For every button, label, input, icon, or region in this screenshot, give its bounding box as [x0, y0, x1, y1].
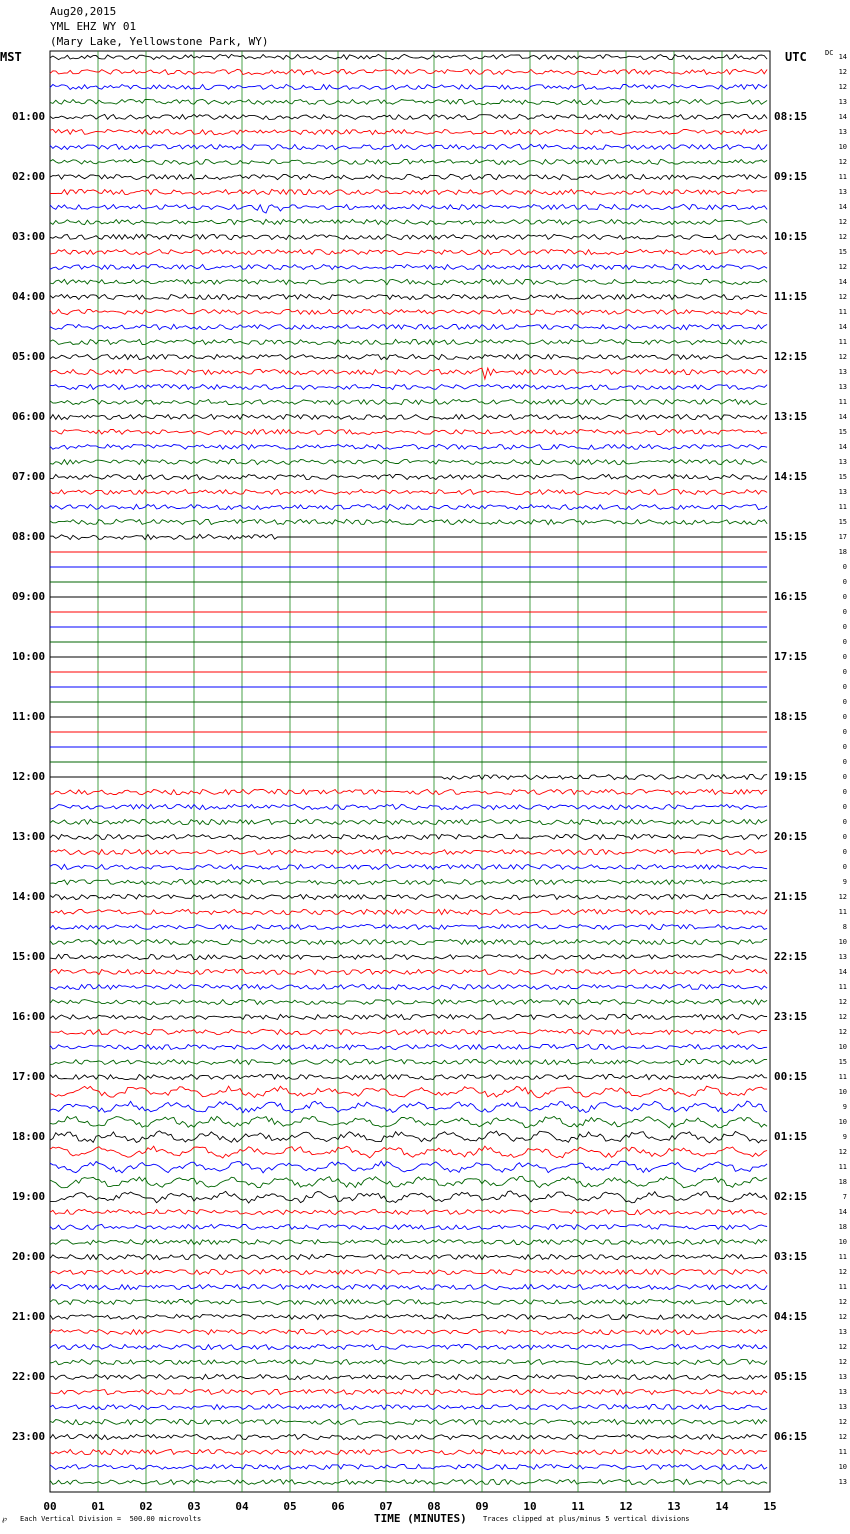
- right-time-label: 06:15: [774, 1430, 808, 1443]
- dc-offset-value: 0: [842, 563, 847, 571]
- dc-offset-value: 12: [838, 1013, 847, 1021]
- dc-offset-value: 13: [838, 98, 847, 106]
- right-time-label: 18:15: [774, 710, 808, 723]
- trace-line-66: [50, 1044, 767, 1049]
- trace-line-2: [50, 84, 767, 89]
- left-time-label: 10:00: [12, 650, 46, 663]
- dc-offset-value: 14: [838, 1208, 847, 1216]
- dc-offset-value: 0: [842, 863, 847, 871]
- dc-offset-value: 13: [838, 368, 847, 376]
- trace-line-78: [50, 1224, 767, 1229]
- trace-line-83: [50, 1299, 767, 1304]
- right-time-label: 09:15: [774, 170, 808, 183]
- dc-offset-value: 0: [842, 668, 847, 676]
- dc-offset-value: 12: [838, 293, 847, 301]
- right-time-label: 23:15: [774, 1010, 808, 1023]
- trace-line-9: [50, 189, 767, 194]
- clipping-note: Traces clipped at plus/minus 5 vertical divisions: [483, 1515, 690, 1523]
- right-time-label: 11:15: [774, 290, 808, 303]
- left-time-label: 21:00: [12, 1310, 46, 1323]
- x-tick-label: 06: [331, 1500, 345, 1513]
- trace-line-55: [50, 879, 767, 884]
- left-time-label: 05:00: [12, 350, 46, 363]
- dc-offset-value: 10: [838, 143, 847, 151]
- dc-offset-value: 0: [842, 848, 847, 856]
- right-time-label: 22:15: [774, 950, 808, 963]
- x-tick-label: 15: [763, 1500, 777, 1513]
- dc-offset-value: 18: [838, 548, 847, 556]
- x-tick-label: 03: [187, 1500, 201, 1513]
- x-tick-label: 11: [571, 1500, 585, 1513]
- station-location: (Mary Lake, Yellowstone Park, WY): [50, 35, 269, 48]
- left-time-label: 04:00: [12, 290, 46, 303]
- dc-offset-value: 12: [838, 1313, 847, 1321]
- dc-offset-value: 11: [838, 908, 847, 916]
- trace-line-50: [50, 804, 767, 809]
- x-tick-label: 04: [235, 1500, 249, 1513]
- dc-offset-value: 10: [838, 1238, 847, 1246]
- trace-line-89: [50, 1389, 767, 1394]
- left-time-label: 18:00: [12, 1130, 46, 1143]
- trace-line-93: [50, 1449, 767, 1454]
- left-time-label: 17:00: [12, 1070, 46, 1083]
- left-time-label: 08:00: [12, 530, 46, 543]
- dc-offset-value: 10: [838, 1043, 847, 1051]
- dc-offset-value: 0: [842, 698, 847, 706]
- left-time-label: 03:00: [12, 230, 46, 243]
- trace-line-7: [50, 159, 767, 164]
- trace-line-69: [50, 1086, 767, 1098]
- dc-offset-value: 11: [838, 983, 847, 991]
- trace-line-10: [50, 204, 767, 213]
- trace-line-56: [50, 894, 767, 899]
- division-scale-note: Each Vertical Division = 500.00 microvolts: [20, 1515, 202, 1523]
- dc-offset-value: 11: [838, 338, 847, 346]
- left-time-label: 09:00: [12, 590, 46, 603]
- right-time-label: 14:15: [774, 470, 808, 483]
- dc-offset-value: 15: [838, 1058, 847, 1066]
- trace-line-58: [50, 924, 767, 929]
- trace-line-62: [50, 984, 767, 989]
- trace-line-32: [50, 534, 767, 539]
- trace-line-15: [50, 279, 767, 284]
- dc-offset-value: 0: [842, 713, 847, 721]
- dc-offset-value: 10: [838, 1088, 847, 1096]
- right-time-label: 08:15: [774, 110, 808, 123]
- dc-offset-value: 11: [838, 1448, 847, 1456]
- dc-offset-value: 0: [842, 743, 847, 751]
- trace-line-17: [50, 309, 767, 314]
- trace-line-25: [50, 429, 767, 434]
- right-time-label: 17:15: [774, 650, 808, 663]
- dc-offset-value: 14: [838, 203, 847, 211]
- trace-line-61: [50, 969, 767, 974]
- left-time-label: 20:00: [12, 1250, 46, 1263]
- dc-offset-value: 0: [842, 638, 847, 646]
- left-time-label: 22:00: [12, 1370, 46, 1383]
- dc-offset-value: 0: [842, 803, 847, 811]
- trace-line-19: [50, 339, 767, 344]
- dc-offset-value: 0: [842, 683, 847, 691]
- trace-line-3: [50, 99, 767, 104]
- trace-line-86: [50, 1344, 767, 1349]
- dc-offset-value: 13: [838, 488, 847, 496]
- trace-line-71: [50, 1116, 767, 1128]
- dc-offset-value: 14: [838, 968, 847, 976]
- trace-line-13: [50, 249, 767, 254]
- dc-offset-value: 0: [842, 833, 847, 841]
- dc-offset-value: 9: [842, 878, 847, 886]
- trace-line-51: [50, 819, 767, 824]
- trace-line-73: [50, 1146, 767, 1158]
- dc-offset-value: 14: [838, 113, 847, 121]
- right-time-label: 13:15: [774, 410, 808, 423]
- dc-offset-value: 0: [842, 593, 847, 601]
- trace-line-5: [50, 129, 767, 134]
- dc-offset-value: 17: [838, 533, 847, 541]
- footer-mark: ℘: [2, 1515, 7, 1523]
- left-time-label: 19:00: [12, 1190, 46, 1203]
- dc-offset-value: 10: [838, 938, 847, 946]
- dc-offset-value: 12: [838, 1028, 847, 1036]
- left-timezone-label: MST: [0, 50, 22, 64]
- dc-offset-value: 10: [838, 1463, 847, 1471]
- dc-offset-value: 12: [838, 1148, 847, 1156]
- dc-offset-value: 13: [838, 188, 847, 196]
- trace-line-87: [50, 1360, 767, 1365]
- dc-offset-value: 11: [838, 1283, 847, 1291]
- x-tick-label: 09: [475, 1500, 489, 1513]
- trace-line-28: [50, 474, 767, 479]
- left-time-label: 15:00: [12, 950, 46, 963]
- dc-offset-value: 11: [838, 503, 847, 511]
- right-timezone-label: UTC: [785, 50, 807, 64]
- left-time-label: 16:00: [12, 1010, 46, 1023]
- x-tick-label: 10: [523, 1500, 537, 1513]
- left-time-label: 06:00: [12, 410, 46, 423]
- plot-date: Aug20,2015: [50, 5, 117, 18]
- trace-line-20: [50, 354, 767, 359]
- trace-line-60: [50, 954, 767, 959]
- dc-offset-value: 12: [838, 353, 847, 361]
- trace-line-88: [50, 1374, 767, 1379]
- dc-offset-value: 13: [838, 458, 847, 466]
- trace-line-54: [50, 864, 767, 869]
- dc-offset-value: 11: [838, 1163, 847, 1171]
- dc-offset-value: 12: [838, 83, 847, 91]
- trace-line-12: [50, 234, 767, 239]
- trace-line-6: [50, 144, 767, 149]
- left-time-label: 02:00: [12, 170, 46, 183]
- dc-offset-value: 0: [842, 758, 847, 766]
- dc-offset-value: 11: [838, 308, 847, 316]
- right-time-label: 19:15: [774, 770, 808, 783]
- trace-line-75: [50, 1176, 767, 1187]
- trace-line-91: [50, 1419, 767, 1424]
- x-tick-label: 05: [283, 1500, 297, 1513]
- trace-line-80: [50, 1255, 767, 1260]
- dc-offset-value: 12: [838, 233, 847, 241]
- dc-offset-value: 13: [838, 383, 847, 391]
- trace-line-4: [50, 114, 767, 119]
- dc-offset-value: 0: [842, 653, 847, 661]
- dc-offset-value: 9: [842, 1133, 847, 1141]
- dc-offset-value: 13: [838, 1388, 847, 1396]
- trace-line-77: [50, 1209, 767, 1214]
- trace-line-70: [50, 1101, 767, 1113]
- dc-offset-value: 14: [838, 278, 847, 286]
- trace-line-29: [50, 490, 767, 495]
- dc-offset-value: 12: [838, 263, 847, 271]
- dc-offset-value: 8: [842, 923, 847, 931]
- x-axis-title: TIME (MINUTES): [374, 1512, 467, 1525]
- right-time-label: 01:15: [774, 1130, 808, 1143]
- dc-offset-value: 15: [838, 428, 847, 436]
- right-time-label: 00:15: [774, 1070, 808, 1083]
- dc-offset-value: 13: [838, 953, 847, 961]
- trace-line-53: [50, 849, 767, 854]
- trace-line-84: [50, 1314, 767, 1319]
- left-time-label: 01:00: [12, 110, 46, 123]
- dc-offset-value: 0: [842, 608, 847, 616]
- trace-line-57: [50, 909, 767, 914]
- x-tick-label: 12: [619, 1500, 633, 1513]
- dc-offset-value: 13: [838, 1373, 847, 1381]
- dc-offset-value: 13: [838, 1478, 847, 1486]
- right-time-label: 03:15: [774, 1250, 808, 1263]
- dc-offset-value: 12: [838, 1343, 847, 1351]
- trace-line-1: [50, 69, 767, 74]
- dc-offset-value: 11: [838, 173, 847, 181]
- trace-line-65: [50, 1029, 767, 1034]
- dc-offset-value: 15: [838, 518, 847, 526]
- right-time-label: 16:15: [774, 590, 808, 603]
- trace-line-95: [50, 1479, 767, 1484]
- left-time-label: 11:00: [12, 710, 46, 723]
- trace-line-31: [50, 519, 767, 524]
- trace-line-14: [50, 265, 767, 270]
- trace-line-49: [50, 789, 767, 794]
- left-time-label: 13:00: [12, 830, 46, 843]
- trace-line-79: [50, 1239, 767, 1244]
- trace-line-30: [50, 504, 767, 509]
- right-time-label: 21:15: [774, 890, 808, 903]
- right-time-label: 02:15: [774, 1190, 808, 1203]
- x-tick-label: 02: [139, 1500, 153, 1513]
- trace-line-11: [50, 219, 767, 224]
- right-time-label: 20:15: [774, 830, 808, 843]
- dc-offset-value: 12: [838, 158, 847, 166]
- left-time-label: 07:00: [12, 470, 46, 483]
- dc-offset-value: 18: [838, 1223, 847, 1231]
- right-time-label: 12:15: [774, 350, 808, 363]
- trace-line-23: [50, 399, 767, 404]
- x-tick-label: 07: [379, 1500, 393, 1513]
- dc-offset-value: 13: [838, 1403, 847, 1411]
- right-time-label: 10:15: [774, 230, 808, 243]
- dc-offset-value: 12: [838, 893, 847, 901]
- dc-offset-value: 11: [838, 1073, 847, 1081]
- dc-offset-value: 13: [838, 1328, 847, 1336]
- x-tick-label: 08: [427, 1500, 441, 1513]
- dc-offset-value: 14: [838, 443, 847, 451]
- trace-line-90: [50, 1404, 767, 1409]
- dc-offset-value: 7: [842, 1193, 847, 1201]
- dc-offset-value: 12: [838, 1298, 847, 1306]
- trace-line-22: [50, 384, 767, 389]
- trace-line-64: [50, 1014, 767, 1019]
- trace-line-27: [50, 460, 767, 465]
- trace-line-26: [50, 444, 767, 449]
- left-time-label: 23:00: [12, 1430, 46, 1443]
- trace-line-59: [50, 939, 767, 944]
- x-tick-label: 00: [43, 1500, 57, 1513]
- trace-line-74: [50, 1161, 767, 1173]
- trace-line-16: [50, 294, 767, 299]
- dc-offset-value: 0: [842, 773, 847, 781]
- left-time-label: 14:00: [12, 890, 46, 903]
- dc-offset-value: 12: [838, 1358, 847, 1366]
- trace-line-76: [50, 1191, 767, 1203]
- dc-offset-value: 11: [838, 398, 847, 406]
- dc-offset-value: 15: [838, 248, 847, 256]
- dc-offset-value: 10: [838, 1118, 847, 1126]
- dc-offset-value: 0: [842, 623, 847, 631]
- trace-line-82: [50, 1284, 767, 1289]
- dc-offset-value: 0: [842, 578, 847, 586]
- trace-line-18: [50, 324, 767, 329]
- trace-line-52: [50, 834, 767, 839]
- dc-offset-value: 14: [838, 413, 847, 421]
- trace-line-63: [50, 999, 767, 1004]
- x-tick-label: 14: [715, 1500, 729, 1513]
- dc-offset-value: 12: [838, 1418, 847, 1426]
- trace-line-67: [50, 1059, 767, 1064]
- dc-offset-value: 13: [838, 128, 847, 136]
- dc-offset-value: 18: [838, 1178, 847, 1186]
- dc-offset-value: 11: [838, 1253, 847, 1261]
- dc-offset-value: 12: [838, 998, 847, 1006]
- right-time-label: 05:15: [774, 1370, 808, 1383]
- right-time-label: 15:15: [774, 530, 808, 543]
- dc-offset-value: 14: [838, 53, 847, 61]
- dc-offset-value: 9: [842, 1103, 847, 1111]
- x-tick-label: 01: [91, 1500, 105, 1513]
- dc-offset-value: 12: [838, 68, 847, 76]
- dc-offset-value: 0: [842, 818, 847, 826]
- dc-offset-value: 0: [842, 728, 847, 736]
- dc-column-label: DC: [825, 49, 834, 57]
- trace-line-72: [50, 1131, 767, 1143]
- left-time-label: 12:00: [12, 770, 46, 783]
- trace-line-81: [50, 1269, 767, 1274]
- x-tick-label: 13: [667, 1500, 681, 1513]
- trace-line-48: [50, 775, 767, 780]
- dc-offset-value: 12: [838, 218, 847, 226]
- trace-line-0: [50, 54, 767, 59]
- trace-line-92: [50, 1434, 767, 1439]
- dc-offset-value: 0: [842, 788, 847, 796]
- trace-line-94: [50, 1464, 767, 1469]
- trace-line-21: [50, 368, 767, 379]
- right-time-label: 04:15: [774, 1310, 808, 1323]
- trace-line-24: [50, 414, 767, 419]
- station-code: YML EHZ WY 01: [50, 20, 137, 33]
- dc-offset-value: 12: [838, 1433, 847, 1441]
- dc-offset-value: 15: [838, 473, 847, 481]
- trace-line-85: [50, 1330, 767, 1335]
- trace-line-8: [50, 174, 767, 179]
- trace-line-68: [50, 1074, 767, 1079]
- dc-offset-value: 14: [838, 323, 847, 331]
- dc-offset-value: 12: [838, 1268, 847, 1276]
